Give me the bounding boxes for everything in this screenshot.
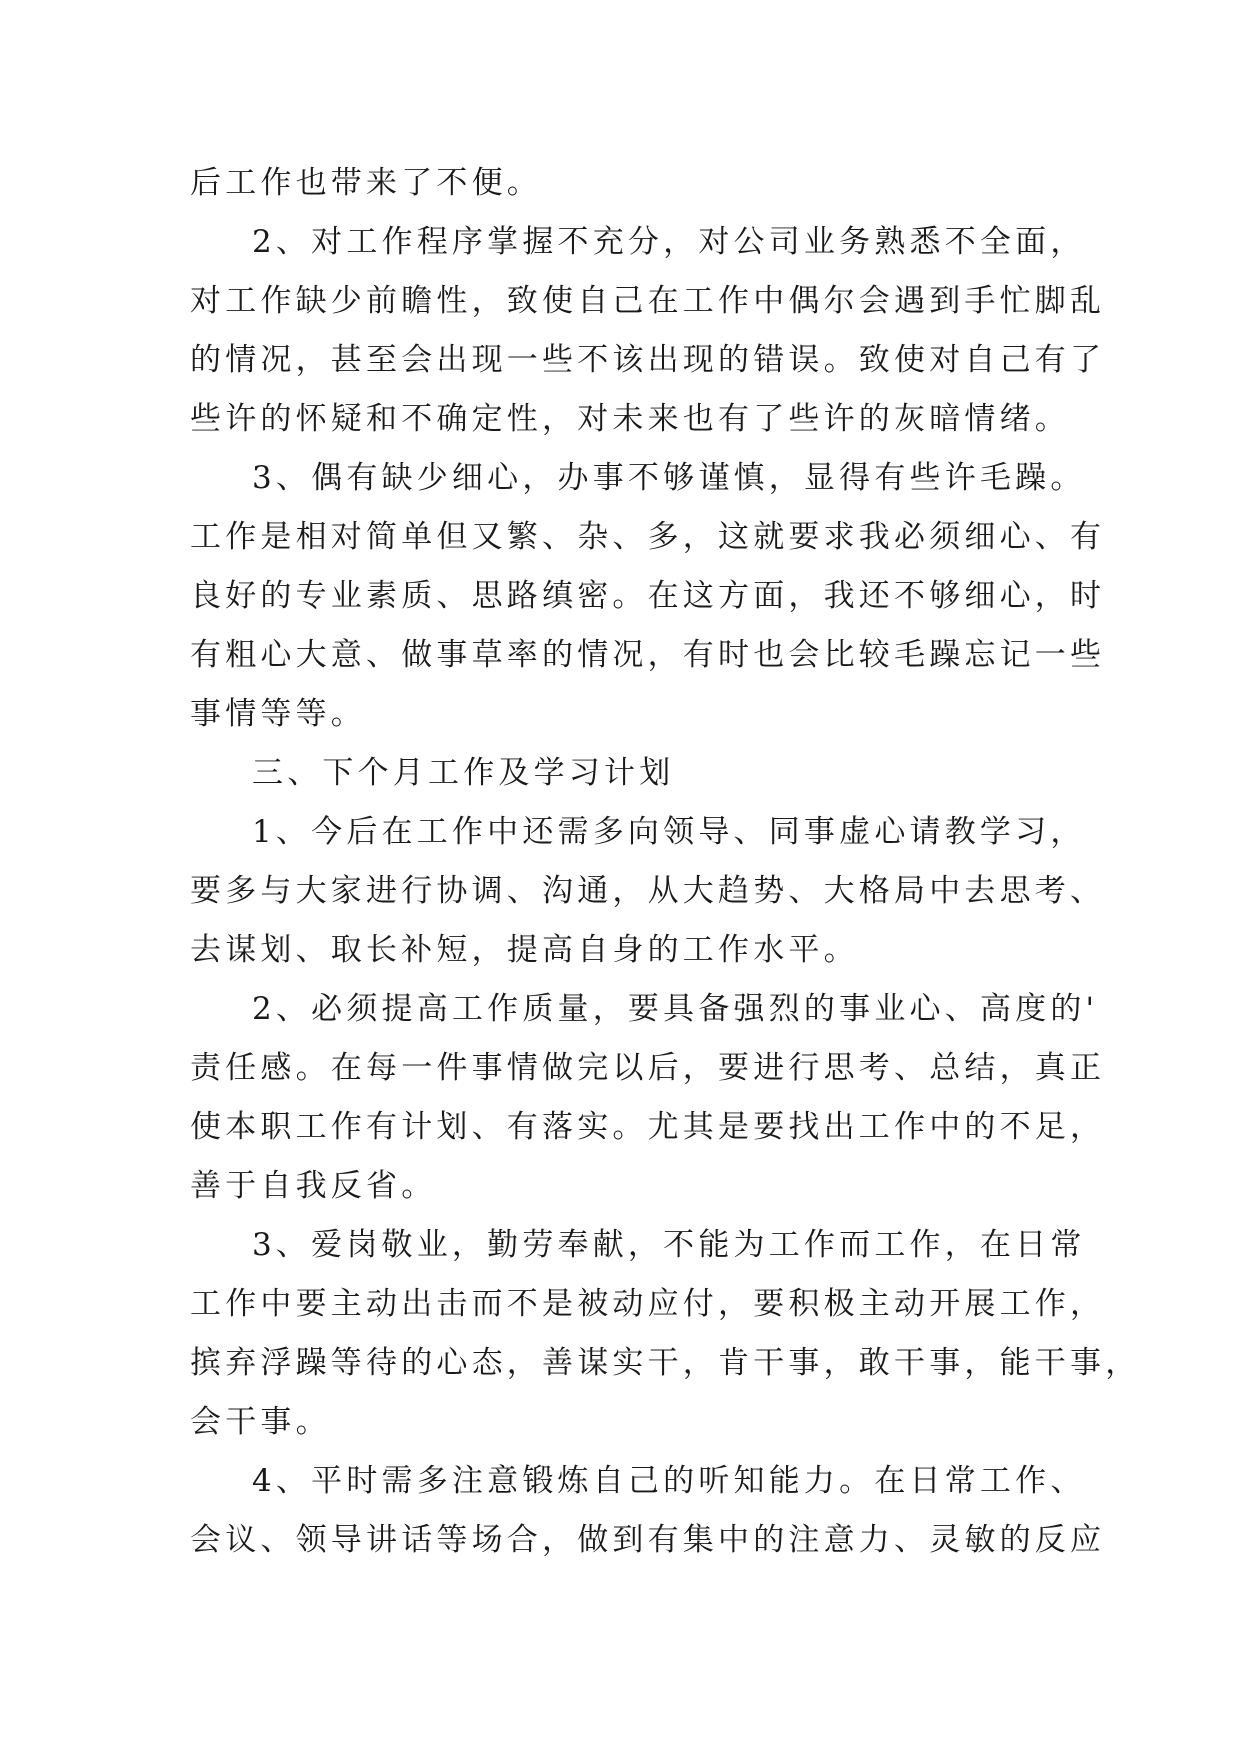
paragraph-first-line: 4、平时需多注意锻炼自己的听知能力。在日常工作、 <box>252 1463 1086 1499</box>
paragraph-first-line: 2、对工作程序掌握不充分，对公司业务熟悉不全面， <box>252 224 1086 260</box>
text-line: 工作中要主动出击而不是被动应付，要积极主动开展工作， <box>190 1286 1106 1322</box>
text-line: 责任感。在每一件事情做完以后，要进行思考、总结，真正 <box>190 1050 1106 1086</box>
text-line: 有粗心大意、做事草率的情况，有时也会比较毛躁忘记一些 <box>190 637 1106 673</box>
section-heading: 三、下个月工作及学习计划 <box>252 755 675 791</box>
text-line: 会议、领导讲话等场合，做到有集中的注意力、灵敏的反应 <box>190 1522 1106 1558</box>
paragraph-first-line: 3、爱岗敬业，勤劳奉献，不能为工作而工作，在日常 <box>252 1227 1086 1263</box>
text-line: 良好的专业素质、思路缜密。在这方面，我还不够细心，时 <box>190 578 1106 614</box>
text-line: 摈弃浮躁等待的心态，善谋实干，肯干事，敢干事，能干事， <box>190 1345 1141 1381</box>
text-line: 工作是相对简单但又繁、杂、多，这就要求我必须细心、有 <box>190 519 1106 555</box>
paragraph-first-line: 3、偶有缺少细心，办事不够谨慎，显得有些许毛躁。 <box>252 460 1086 496</box>
text-line: 事情等等。 <box>190 696 366 732</box>
text-line: 后工作也带来了不便。 <box>190 165 542 201</box>
paragraph-first-line: 1、今后在工作中还需多向领导、同事虚心请教学习， <box>252 814 1086 850</box>
text-line: 会干事。 <box>190 1404 331 1440</box>
text-line: 去谋划、取长补短，提高自身的工作水平。 <box>190 932 859 968</box>
text-line: 对工作缺少前瞻性，致使自己在工作中偶尔会遇到手忙脚乱 <box>190 283 1106 319</box>
text-line: 使本职工作有计划、有落实。尤其是要找出工作中的不足， <box>190 1109 1106 1145</box>
paragraph-first-line: 2、必须提高工作质量，要具备强烈的事业心、高度的' <box>252 991 1099 1027</box>
text-line: 要多与大家进行协调、沟通，从大趋势、大格局中去思考、 <box>190 873 1106 909</box>
text-line: 的情况，甚至会出现一些不该出现的错误。致使对自己有了 <box>190 342 1106 378</box>
text-line: 善于自我反省。 <box>190 1168 437 1204</box>
text-line: 些许的怀疑和不确定性，对未来也有了些许的灰暗情绪。 <box>190 401 1070 437</box>
